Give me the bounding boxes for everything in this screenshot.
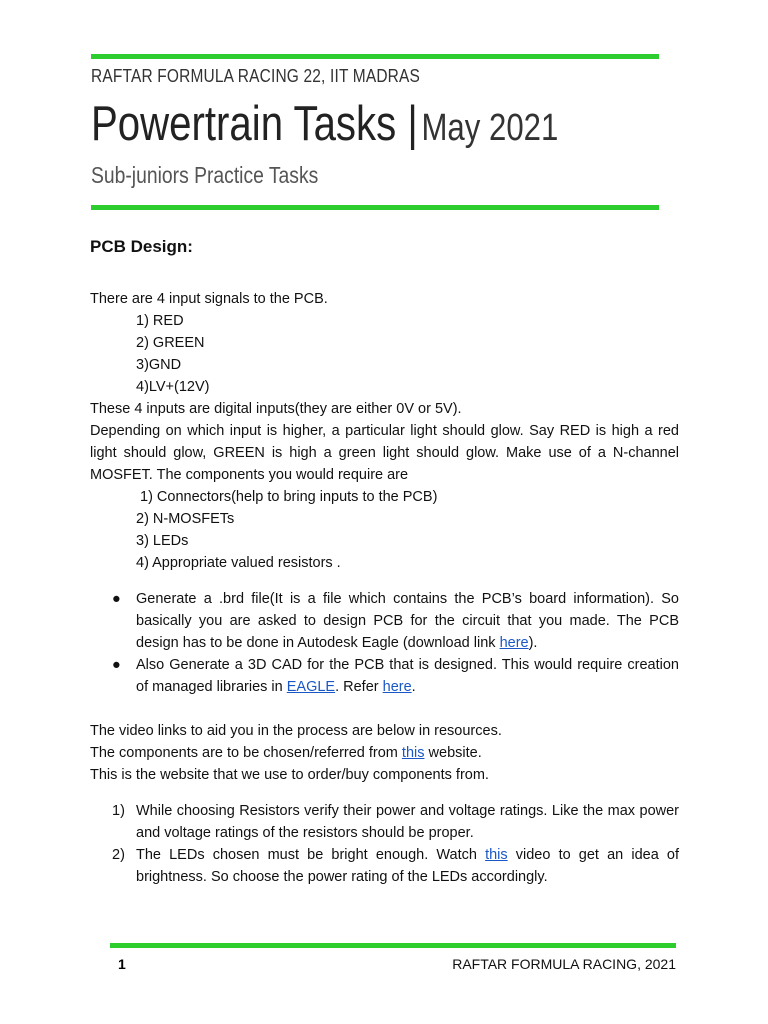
- intro-text: There are 4 input signals to the PCB.: [90, 291, 328, 307]
- signal-item: 4)LV+(12V): [136, 379, 210, 395]
- signal-item: 3)GND: [136, 357, 182, 373]
- refer-link[interactable]: here: [382, 679, 412, 695]
- video-text: The video links to aid you in the process are below in resources.: [90, 723, 502, 739]
- signal-item: 2) GREEN: [136, 335, 205, 351]
- signal-item: 1) RED: [136, 313, 184, 329]
- section-heading: PCB Design:: [90, 237, 193, 256]
- organization-name: RAFTAR FORMULA RACING 22, IIT MADRAS: [91, 66, 421, 86]
- page-number: 1: [118, 956, 126, 972]
- page-title: [91, 96, 558, 152]
- eagle-link[interactable]: EAGLE: [286, 679, 336, 695]
- components-source-text: The components are to be chosen/referred from this website.: [90, 745, 482, 761]
- tips-list: [90, 800, 679, 888]
- page-subtitle: Sub-juniors Practice Tasks: [91, 162, 319, 188]
- component-item: 2) N-MOSFETs: [136, 511, 235, 527]
- bullet-item: ● Generate a .brd file(It is a file which contains the PCB’s board information). So basically you are asked to design PCB for the circuit that you made. The PCB design has to be done in Autodesk Eagle (download link here).: [112, 591, 679, 651]
- footer-text: RAFTAR FORMULA RACING, 2021: [452, 956, 676, 972]
- title-date: May 2021: [421, 107, 559, 149]
- download-link[interactable]: here: [499, 635, 529, 651]
- component-item: 3) LEDs: [136, 533, 189, 549]
- tip-item: 1) While choosing Resistors verify their power and voltage ratings. Like the max power and voltage ratings of the resistors should be proper.: [112, 803, 679, 841]
- component-item: 1) Connectors(help to bring inputs to the PCB): [140, 489, 438, 505]
- depending-paragraph: Depending on which input is higher, a particular light should glow. Say RED is high a red light should glow, GREEN is high a green light should glow. Make use of a N-channel MOSFET. The components you would require are: [90, 423, 679, 483]
- task-bullets: [90, 588, 679, 698]
- top-divider: [91, 54, 659, 59]
- components-website-link[interactable]: this: [401, 745, 425, 761]
- website-text: This is the website that we use to order/buy components from.: [90, 767, 489, 783]
- footer-divider: [110, 943, 676, 948]
- component-item: 4) Appropriate valued resistors .: [136, 555, 341, 571]
- tip-item: 2) The LEDs chosen must be bright enough. Watch this video to get an idea of brightness. So choose the power rating of the LEDs accordingly.: [112, 847, 679, 885]
- digital-text: These 4 inputs are digital inputs(they are either 0V or 5V).: [90, 401, 462, 417]
- bullet-item: ● Also Generate a 3D CAD for the PCB that is designed. This would require creation of managed libraries in EAGLE. Refer here.: [112, 657, 679, 695]
- document-body: [90, 236, 679, 888]
- title-main: Powertrain Tasks |: [91, 97, 418, 151]
- brightness-video-link[interactable]: this: [485, 847, 508, 863]
- header-divider: [91, 205, 659, 210]
